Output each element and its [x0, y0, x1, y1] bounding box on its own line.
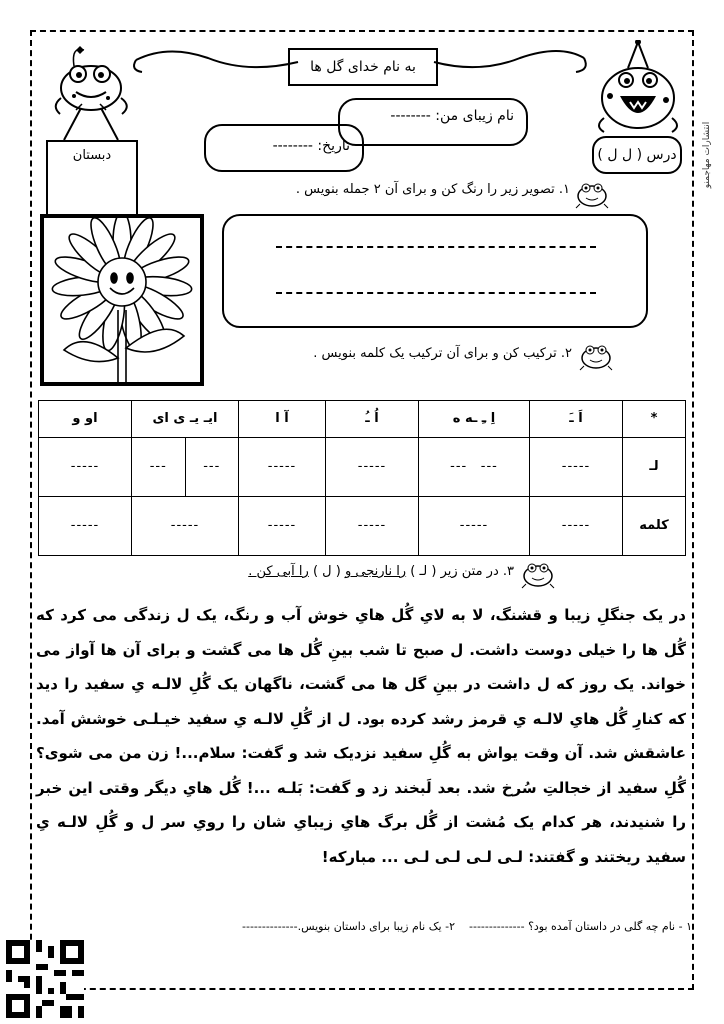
- sunflower-image: [40, 214, 204, 386]
- date-field[interactable]: [204, 124, 364, 172]
- question-3-item-1: ( لـ ): [410, 564, 437, 579]
- row-label: کلمه: [623, 496, 686, 555]
- blank-cell[interactable]: -----: [326, 496, 419, 555]
- sentence-writing-box[interactable]: [222, 214, 648, 328]
- blank-cell[interactable]: -----: [39, 496, 132, 555]
- table-header-row: [39, 401, 686, 438]
- blank-cell[interactable]: -----: [239, 437, 326, 496]
- blank-cell[interactable]: -----: [419, 496, 530, 555]
- footer-question-2: ٢- یک نام زیبا برای داستان بنویس.--------------: [242, 920, 455, 933]
- row-label: لـ: [623, 437, 686, 496]
- blank-cell[interactable]: -----: [530, 496, 623, 555]
- writing-line-2[interactable]: [276, 292, 596, 294]
- footer-questions: [56, 920, 692, 933]
- blank-cell[interactable]: -----: [39, 437, 132, 496]
- blank-cell[interactable]: --- ---: [419, 437, 530, 496]
- table-header-cell: آ ا: [239, 401, 326, 438]
- lesson-label: درس ( ل ل ): [597, 147, 677, 163]
- question-3-suffix: را آبی کن .: [248, 564, 309, 579]
- lesson-badge: [592, 136, 682, 174]
- blank-cell[interactable]: ---: [132, 437, 186, 496]
- page-title: به نام خدای گل ها: [288, 48, 438, 86]
- svg-text:انتشارات مهاجمنو: انتشارات مهاجمنو: [702, 121, 712, 189]
- table-row: [39, 437, 686, 496]
- question-1: ١. تصویر زیر را رنگ کن و برای آن ٢ جمله بنویس .: [295, 182, 570, 197]
- party-mascot-icon: [590, 40, 686, 136]
- table-header-cell: اُ ـُ: [326, 401, 419, 438]
- question-3-item-2: ( ل ): [312, 564, 341, 579]
- blank-cell[interactable]: -----: [530, 437, 623, 496]
- table-header-cell: *: [623, 401, 686, 438]
- small-frog-icon: [578, 338, 614, 372]
- name-field[interactable]: [338, 98, 528, 146]
- blank-cell[interactable]: -----: [132, 496, 239, 555]
- school-label: دبستان: [72, 148, 112, 163]
- writing-line-1[interactable]: [276, 246, 596, 248]
- table-header-cell: او و: [39, 401, 132, 438]
- small-frog-icon: [574, 176, 610, 210]
- side-watermark: [694, 40, 724, 270]
- question-3-mid: را نارنجی و: [344, 564, 407, 579]
- blank-cell[interactable]: -----: [326, 437, 419, 496]
- question-3-prefix: ٣. در متن زیر: [440, 564, 514, 579]
- story-text: در یک جنگلِ زیبا و قشنگ، لا به لایِ گُل هایِ خوش آب و رنگ، یک ل زندگی می کرد که گُل ها را خیلی دوست داشت. ل صبح تا شب بینِ گُل ها می گشت و برای آن ها آواز می خواند. یک روز که ل داشت در بینِ گل ها می گشت، ناگهان یک گُلِ لالـه یِ سفید را دید که کنارِ گُل هایِ لالـه یِ قرمز رشد کرده بود. ل از گُلِ لالـه یِ سفید خیـلـی خوشش آمد. عاشقش شد. آن وقت یواش به گُلِ سفید نزدیک شد و گفت: سلام...! زن من می شوی؟ گُلِ سفید از خجالتِ سُرخ شد. بعد لَبخند زد و گفت: بَلـه ...! گُل هایِ دیگر وقتی این خبر را شنیدند، هر کدام یک مُشت از گُل برگ هایِ زیبایِ شان را رویِ سر ل و گُلِ لالـه یِ سفید ریختند و گفتند: لـی لـی لـی لـی ... مبارکه!: [36, 606, 686, 866]
- title-ribbon-left: [128, 40, 304, 80]
- table-header-cell: ایـ یـ ی ای: [132, 401, 239, 438]
- name-label: نام زیبای من: --------: [390, 108, 514, 124]
- question-3: [214, 564, 514, 579]
- combination-table: [38, 400, 686, 556]
- table-header-cell: اِ ـِ ـه ه: [419, 401, 530, 438]
- frog-mascot-icon: [46, 36, 136, 144]
- title-ribbon-right: [430, 40, 590, 80]
- blank-cell[interactable]: ---: [185, 437, 239, 496]
- qr-code-icon: [6, 940, 84, 1018]
- footer-question-1: ١ - نام چه گلی در داستان آمده بود؟ --------------: [469, 920, 692, 933]
- table-row: [39, 496, 686, 555]
- table-header-cell: اَ ـَ: [530, 401, 623, 438]
- blank-cell[interactable]: -----: [239, 496, 326, 555]
- question-2: ٢. ترکیب کن و برای آن ترکیب یک کلمه بنویس .: [313, 346, 572, 361]
- date-label: تاریخ: --------: [272, 138, 350, 154]
- small-frog-icon: [520, 556, 556, 590]
